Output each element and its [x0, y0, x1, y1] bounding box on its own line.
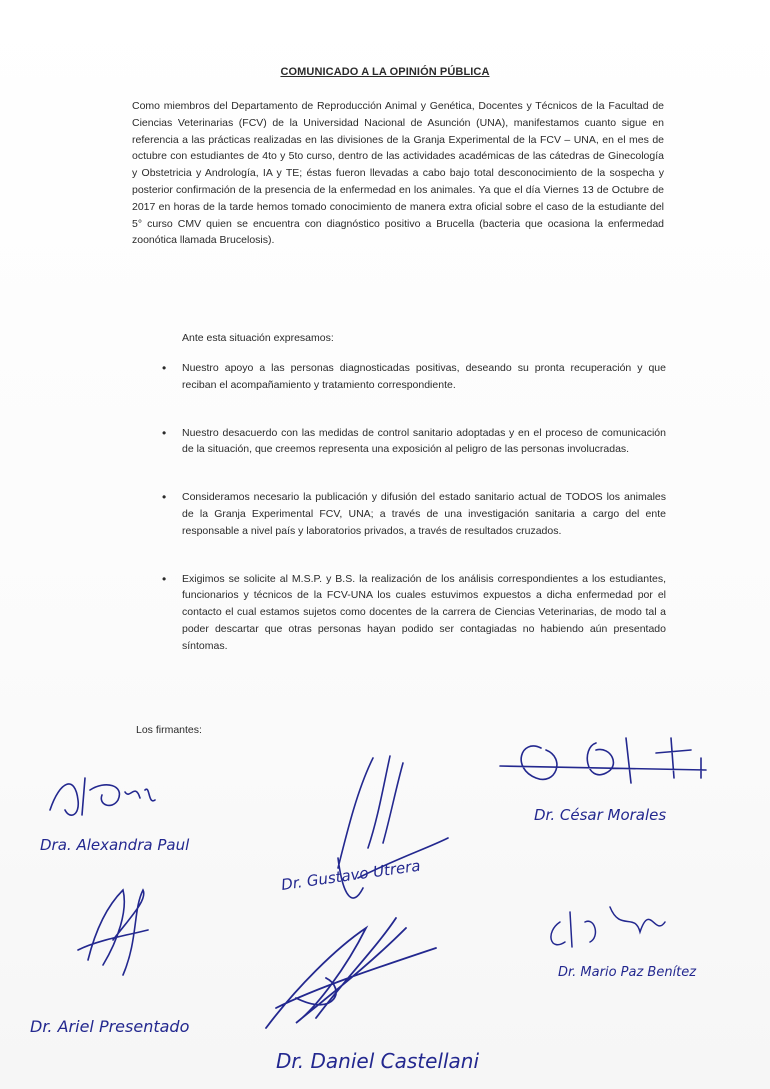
signature-name: Dr. Ariel Presentado	[30, 1017, 190, 1036]
signature-name: Dr. Mario Paz Benítez	[558, 965, 697, 980]
bullet-item: • Consideramos necesario la publicación y difusión del estado sanitario actual de TODOS los animales de la Granja Experimental FCV, UNA; a través de una investigación sanitaria a cargo del ente responsable a nivel país y laboratorios privados, a través de resultados cruzados.	[160, 489, 666, 539]
signature-name: Dr. Daniel Castellani	[276, 1049, 479, 1073]
signature-gustavo-utrera	[278, 748, 498, 918]
signature-name: Dr. Gustavo Utrera	[280, 856, 422, 894]
signature-mario-paz-benitez	[540, 892, 740, 992]
signers-label: Los firmantes:	[136, 724, 202, 736]
bullet-item: • Nuestro desacuerdo con las medidas de control sanitario adoptadas y en el proceso de comunicación de la situación, que creemos representa una exposición al peligro de las personas involucradas.	[160, 425, 666, 459]
bullet-item: • Exigimos se solicite al M.S.P. y B.S. la realización de los análisis correspondientes a los estudiantes, funcionarios y técnicos de la FCV-UNA los cuales estuvimos expuestos a dicha enfermedad por el contacto el cual estamos sujetos como docentes de la carrera de Ciencias Veterinarias, de modo tal a poder descartar que otras personas hayan podido ser contagiadas no habiendo aún presentado síntomas.	[160, 571, 666, 655]
signature-name: Dra. Alexandra Paul	[40, 836, 190, 854]
document-body	[132, 98, 664, 249]
main-paragraph: Como miembros del Departamento de Reproducción Animal y Genética, Docentes y Técnicos de la Facultad de Ciencias Veterinarias (FCV) de la Universidad Nacional de Asunción (UNA), manifestamos cuanto sigue en referencia a las prácticas realizadas en las divisiones de la Granja Experimental de la FCV – UNA, en el mes de octubre con estudiantes de 4to y 5to curso, dentro de las actividades académicas de las cátedras de Ginecología y Obstetricia y Andrología, IA y TE; éstas fueron llevadas a cabo bajo total desconocimiento de la sospecha y posterior confirmación de la presencia de la enfermedad en los animales. Ya que el día Viernes 13 de Octubre de 2017 en horas de la tarde hemos tomado conocimiento de manera extra oficial sobre el caso de la estudiante del 5° curso CMV quien se encuentra con diagnóstico positivo a Brucella (bacteria que ocasiona la enfermedad zoonótica llamada Brucelosis).	[132, 100, 664, 247]
signature-ariel-presentado	[28, 880, 228, 1040]
signature-alexandra-paul	[30, 770, 240, 860]
bullet-item: • Nuestro apoyo a las personas diagnosticadas positivas, deseando su pronta recuperación y que reciban el acompañamiento y tratamiento correspondiente.	[160, 360, 666, 394]
document-title: COMUNICADO A LA OPINIÓN PÚBLICA	[280, 66, 490, 78]
intro-line: Ante esta situación expresamos:	[182, 332, 334, 344]
bullet-list	[160, 360, 666, 686]
signature-name: Dr. César Morales	[534, 806, 667, 824]
signature-daniel-castellani	[256, 908, 516, 1078]
signature-cesar-morales	[496, 728, 726, 838]
